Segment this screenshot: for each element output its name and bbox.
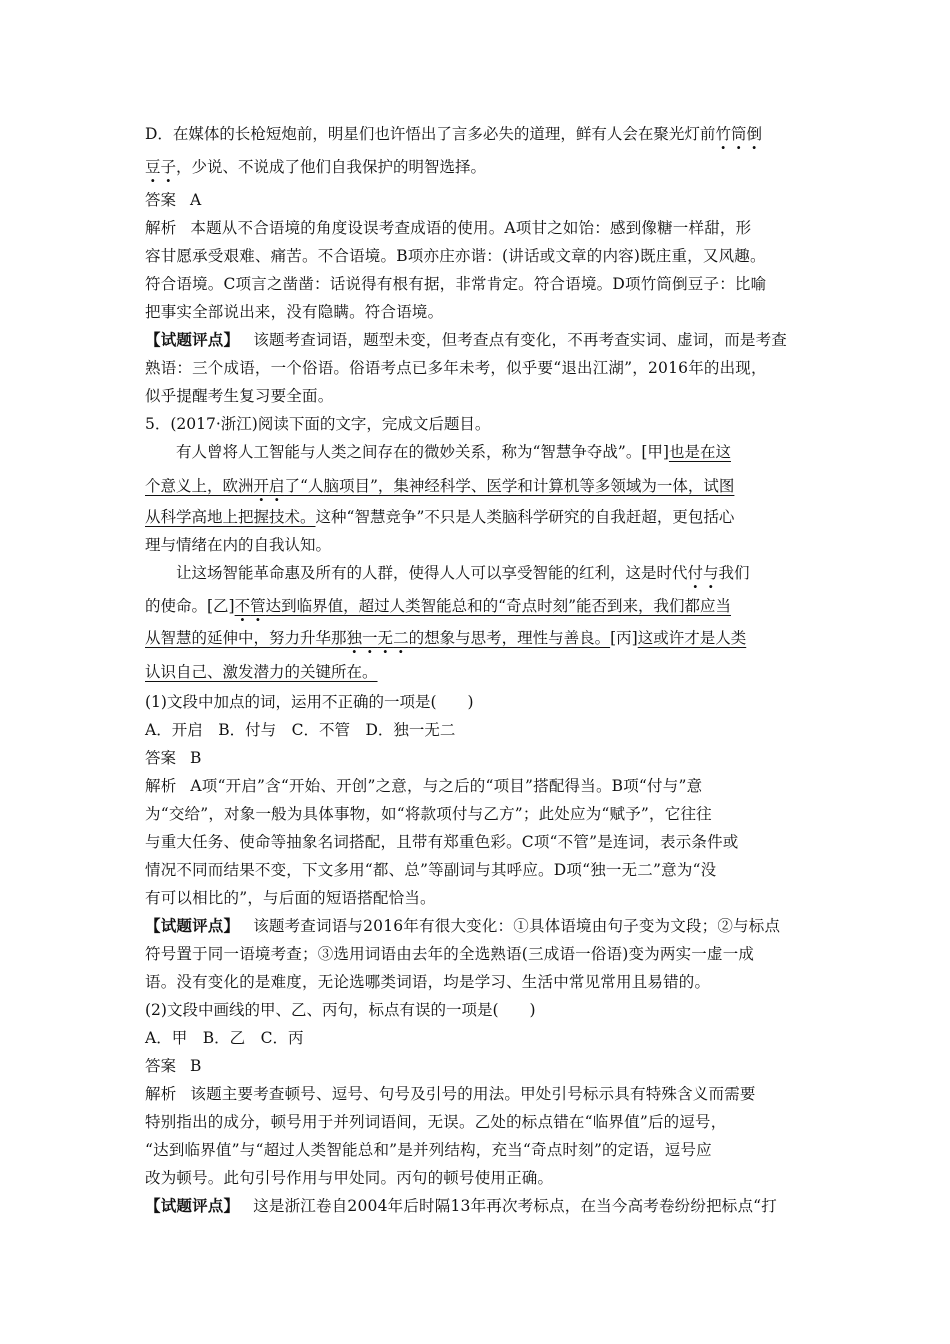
analysis-line: “达到临界值”与“超过人类智能总和”是并列结构，充当“奇点时刻”的定语，逗号应 [145,1141,712,1159]
comment-line: 熟语：三个成语，一个俗语。俗语考点已多年未考，似乎要“退出江湖”，2016年的出现， [145,359,767,377]
emphasis-char: 倒 [746,125,762,143]
underlined-sentence: 从科学高地上把握技术。 [145,508,316,526]
passage-line: 个意义上，欧洲开启了“人脑项目”，集神经科学、医学和计算机等多领域为一体，试图 [145,477,735,495]
comment-tag: 【试题评点】 [145,330,240,349]
analysis-line: 解析 A项“开启”含“开始、开创”之意，与之后的“项目”搭配得当。B项“付与”意 [145,777,703,795]
emphasis-char: 不 [234,597,251,615]
option-d-line-1: D．在媒体的长枪短炮前，明星们也许悟出了言多必失的道理，鲜有人会在聚光灯前竹筒倒 [145,125,762,143]
emphasis-char: 一 [362,629,378,647]
passage-line: 从科学高地上把握技术。这种“智慧竞争”不只是人类脑科学研究的自我赶超，更包括心 [145,508,735,526]
answer-line [145,748,810,768]
analysis-line: 有可以相比的”，与后面的短语搭配恰当。 [145,889,436,907]
comment-line: 【试题评点】 这是浙江卷自2004年后时隔13年再次考标点，在当今高考卷纷纷把标点“打 [145,1196,777,1215]
options-line: A．开启 B．付与 C．不管 D．独一无二 [145,721,456,739]
answer-value: B [190,749,202,767]
analysis-line: 为“交给”，对象一般为具体事物，如“将款项付与乙方”；此处应为“赋予”，它往往 [145,805,712,823]
analysis-line: 把事实全部说出来，没有隐瞒。符合语境。 [145,303,444,321]
analysis-line: 情况不同而结果不变，下文多用“都、总”等副词与其呼应。D项“独一无二”意为“没 [145,861,717,879]
underlined-sentence: 达到临界值，超过人类智能总和的“奇点时刻”能否到来，我们都应当 [265,597,731,615]
analysis-line: 符合语境。C项言之凿凿：话说得有根有据，非常肯定。符合语境。D项竹筒倒豆子：比喻 [145,275,767,293]
emphasis-char: 豆 [145,158,161,176]
analysis-label: 解析 [145,219,177,237]
option-d-line-2: 豆子，少说、不说成了他们自我保护的明智选择。 [145,158,487,176]
sub-question: (2)文段中画线的甲、乙、丙句，标点有误的一项是( ) [145,1001,536,1019]
comment-line: 语。没有变化的是难度，无论选哪类词语，均是学习、生活中常见常用且易错的。 [145,973,711,991]
emphasis-char: 启 [269,477,285,495]
analysis-line: 解析 本题从不合语境的角度设误考查成语的使用。A项甘之如饴：感到像糖一样甜，形 [145,219,752,237]
analysis-label: 解析 [145,1085,177,1103]
comment-line: 符号置于同一语境考查；③选用词语由去年的全选熟语(三成语一俗语)变为两实一虚一成 [145,945,755,963]
passage-line: 理与情绪在内的自我认知。 [145,536,332,554]
emphasis-char: 开 [253,477,270,495]
passage-line: 让这场智能革命惠及所有的人群，使得人人可以享受智能的红利，这是时代付与我们 [176,564,750,582]
emphasis-char: 筒 [730,125,747,143]
emphasis-char: 付 [687,564,704,582]
question-heading: 5．(2017·浙江)阅读下面的文字，完成文后题目。 [145,415,491,433]
passage-line: 从智慧的延伸中，努力升华那独一无二的想象与思考，理性与善良。[丙]这或许才是人类 [145,629,747,647]
answer-label: 答案 [145,749,177,767]
emphasis-char: 管 [250,597,266,615]
emphasis-char: 与 [703,564,719,582]
emphasis-char: 竹 [715,125,731,143]
comment-tag: 【试题评点】 [145,916,240,935]
underlined-sentence: 认识自己、激发潜力的关键所在。 [145,663,378,681]
emphasis-char: 二 [393,629,409,647]
answer-label: 答案 [145,1057,177,1075]
analysis-line: 与重大任务、使命等抽象名词搭配，且带有郑重色彩。C项“不管”是连词，表示条件或 [145,833,739,851]
options-line: A．甲 B．乙 C．丙 [145,1029,304,1047]
passage-line [145,662,810,682]
analysis-line: 改为顿号。此句引号作用与甲处同。丙句的顿号使用正确。 [145,1169,554,1187]
analysis-line: 特别指出的成分，顿号用于并列词语间，无误。乙处的标点错在“临界值”后的逗号， [145,1113,727,1131]
analysis-line: 解析 该题主要考查顿号、逗号、句号及引号的用法。甲处引号标示具有特殊含义而需要 [145,1085,756,1103]
answer-line [145,1056,810,1076]
comment-line: 【试题评点】 该题考查词语与2016年有很大变化：①具体语境由句子变为文段；②与标点 [145,916,781,935]
answer-label: 答案 [145,191,177,209]
emphasis-char: 无 [377,629,394,647]
answer-line [145,190,810,210]
comment-line: 似乎提醒考生复习要全面。 [145,387,334,405]
underlined-sentence: 这或许才是人类 [637,629,747,647]
passage-line: 的使命。[乙]不管达到临界值，超过人类智能总和的“奇点时刻”能否到来，我们都应当 [145,597,731,615]
sub-question: (1)文段中加点的词，运用不正确的一项是( ) [145,693,474,711]
answer-value: B [190,1057,202,1075]
analysis-label: 解析 [145,777,177,795]
emphasis-char: 子 [160,158,177,176]
passage-line: 有人曾将人工智能与人类之间存在的微妙关系，称为“智慧争夺战”。[甲]也是在这 [176,443,731,461]
comment-tag: 【试题评点】 [145,1196,240,1215]
answer-value: A [190,191,202,209]
analysis-line: 容甘愿承受艰难、痛苦。不合语境。B项亦庄亦谐：(讲话或文章的内容)既庄重，又风趣。 [145,247,766,265]
emphasis-char: 独 [346,629,363,647]
underlined-sentence: 也是在这 [668,443,731,461]
comment-line: 【试题评点】 该题考查词语，题型未变，但考查点有变化，不再考查实词、虚词，而是考查 [145,330,788,349]
